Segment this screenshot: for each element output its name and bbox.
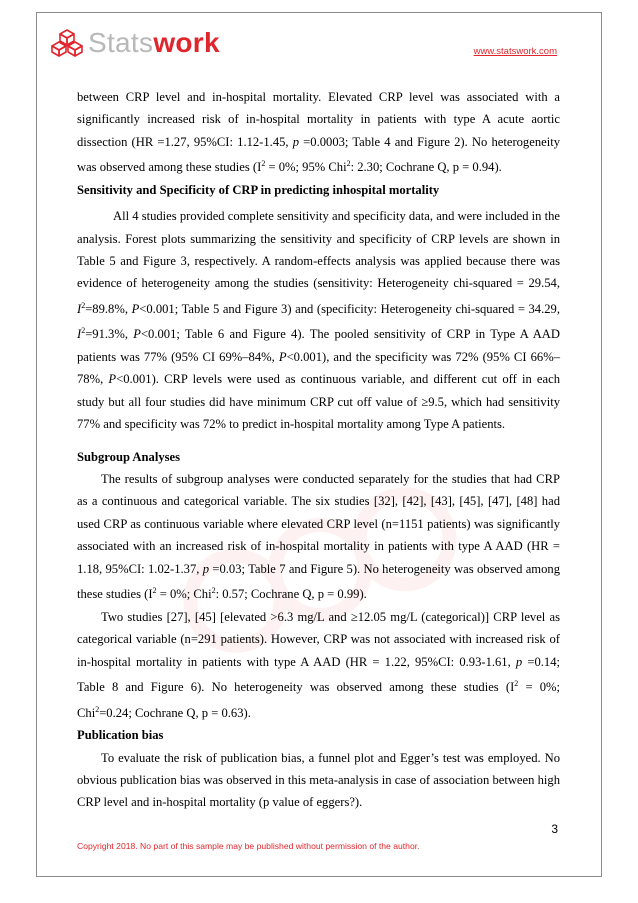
copyright-notice: Copyright 2018. No part of this sample may be published without permission of the author. [77, 841, 420, 851]
section-heading: Publication bias [77, 728, 164, 743]
paragraph: The results of subgroup analyses were conducted separately for the studies that had CRP as a continuous and categorical variable. The six studies [32], [42], [43], [45], [47], [48] had used CRP as continuous variable where elevated CRP level (n=1151 patients) was significantly associated with an increased risk of in-hospital mortality in patients with type A AAD (HR = 1.18, 95%CI: 1.02-1.37, p =0.03; Table 7 and Figure 5). No heterogeneity was observed among these studies ($I^2 = 0\%$; Chi$^2$: 0.57; Cochrane Q, p = 0.99). [77, 472, 560, 602]
paragraph: All 4 studies provided complete sensitivity and specificity data, and were included in the analysis. Forest plots summarizing the sensitivity and specificity of CRP levels are shown in Table 5 and Figure 3, respectively. A random-effects analysis was applied because there was evidence of heterogeneity among the studies (sensitivity: Heterogeneity chi-squared = 29.54, $I^2=89.8\%$, P<0.001; Table 5 and Figure 3) and (specificity: Heterogeneity chi-squared = 34.29, $I^2=91.3\%$, P<0.001; Table 6 and Figure 4). The pooled sensitivity of CRP in Type A AAD patients was 77% (95% CI 69%–84%, P<0.001), and the specificity was 72% (95% CI 66%–78%, P<0.001). CRP levels were used as continuous variable, and different cut off in each study but all four studies did have minimum CRP cut off value of ≥9.5, which had sensitivity 77% and specificity was 72% to predict in-hospital mortality among Type A patients. [77, 209, 560, 432]
paragraph: To evaluate the risk of publication bias, a funnel plot and Egger’s test was employed. No obvious publication bias was observed in this meta-analysis in case of association between high CRP level and in-hospital mortality (p value of eggers?). [77, 750, 560, 810]
page-number: 3 [551, 822, 558, 836]
paragraph: between CRP level and in-hospital mortality. Elevated CRP level was associated with a significantly increased risk of in-hospital mortality in patients with type A acute aortic dissection (HR =1.27, 95%CI: 1.12-1.45, p =0.0003; Table 4 and Figure 2). No heterogeneity was observed among these studies ($I^2 = 0\%$; 95% Chi$^2$: 2.30; Cochrane Q, p = 0.94). [77, 90, 560, 175]
logo-text: Statswork [88, 27, 220, 58]
paragraph: Two studies [27], [45] [elevated >6.3 mg/L and ≥12.05 mg/L (categorical)] CRP level as categorical variable (n=291 patients). However, CRP was not associated with increased risk of in-hospital mortality in patients with type A AAD (HR = 1.22, 95%CI: 0.93-1.61, p =0.14; Table 8 and Figure 6). No heterogeneity was observed among these studies ($I^2 = 0\%$; Chi$^2$=0.24; Cochrane Q, p = 0.63). [77, 609, 561, 720]
document-body [77, 86, 560, 814]
statswork-logo [50, 28, 220, 58]
section-heading: Subgroup Analyses [77, 449, 181, 464]
section-heading: Sensitivity and Specificity of CRP in predicting inhospital mortality [77, 182, 440, 197]
cubes-logo-icon [50, 28, 84, 58]
website-link[interactable]: www.statswork.com [473, 46, 557, 57]
